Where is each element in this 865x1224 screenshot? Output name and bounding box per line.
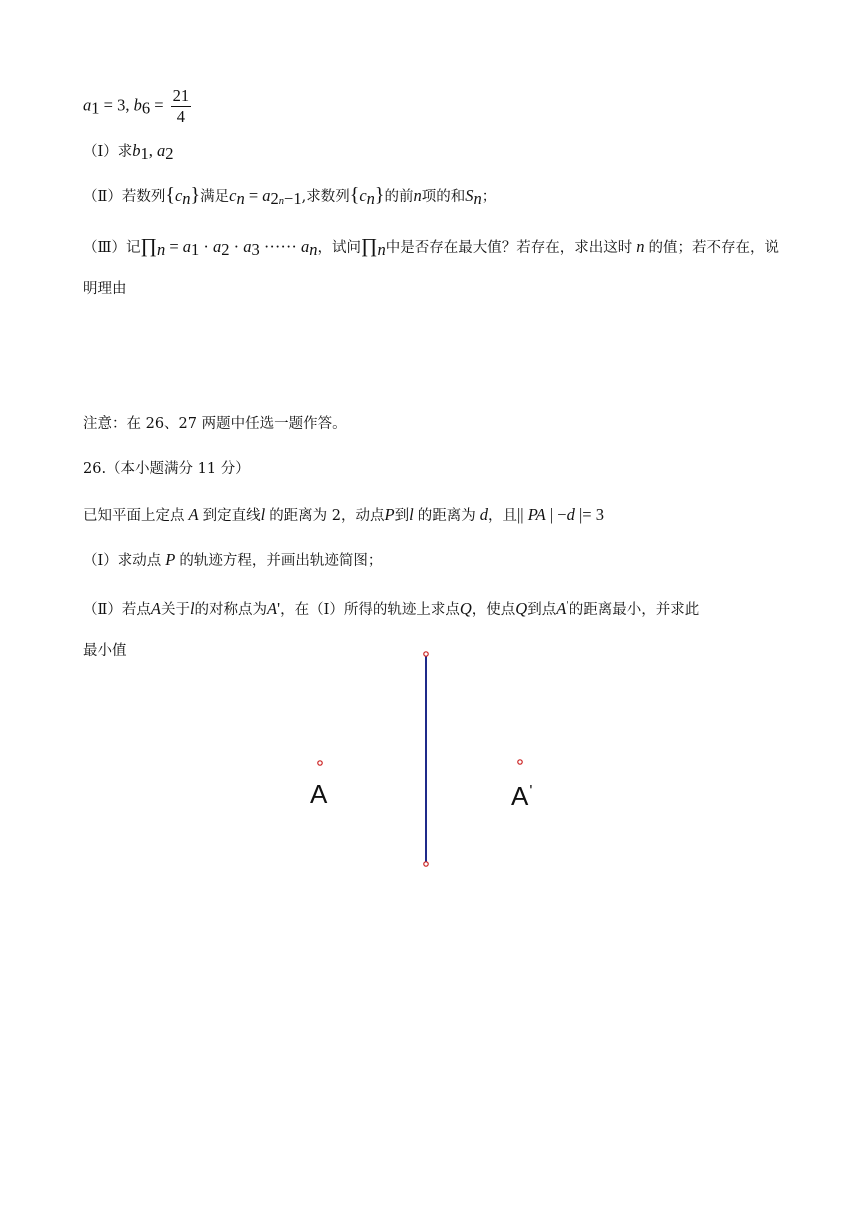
problem-26-header: 26.（本小题满分 11 分） — [83, 461, 250, 477]
point-A-prime — [518, 760, 522, 764]
label-A-prime-letter: A — [511, 781, 529, 811]
question-part-3: （Ⅲ）记$\prod_n = a_1 \cdot a_2 \cdot a_3$ ······ $a_n$，试问$\prod_n$中是否存在最大值？若存在，求出这时 n 的值；若不存在，说 — [83, 235, 779, 259]
question-part-2: （Ⅱ）若数列$\{c_n\}$满足$c_n = a_{2n-1}$,求数列$\{c_n\}$的前n项的和$S_n$； — [83, 184, 497, 208]
label-A-prime-mark: ' — [529, 783, 533, 800]
problem-26-part-2: （Ⅱ）若点A关于l的对称点为A'，在（Ⅰ）所得的轨迹上求点Q，使点Q到点A'的距离最小，并求此 — [83, 598, 700, 618]
question-part-1: （Ⅰ）求$b_1$, $a_2$ — [83, 141, 174, 163]
problem-26-part-2-cont: 最小值 — [83, 643, 127, 659]
b6-fraction: $\frac{21}{4}$ — [172, 86, 190, 126]
problem-26-statement: 已知平面上定点 A 到定直线l 的距离为 2，动点P到l 的距离为 d，且|| PA | −d |= 3 — [83, 505, 604, 524]
label-A: A — [310, 779, 328, 809]
question-part-3-cont: 明理由 — [83, 281, 127, 297]
a1-value: 3 — [117, 95, 126, 115]
point-A — [318, 761, 322, 765]
line-l-top-endpoint — [424, 652, 428, 656]
label-A-prime — [511, 781, 532, 811]
given-condition: $a_1 = 3$, $b_6$ = $\frac{21}{4}$ — [83, 86, 190, 126]
problem-26-part-1: （Ⅰ）求动点 P 的轨迹方程，并画出轨迹简图； — [83, 550, 383, 569]
line-l-bottom-endpoint — [424, 862, 428, 866]
note-text: 注意：在 26、27 两题中任选一题作答。 — [83, 416, 347, 432]
